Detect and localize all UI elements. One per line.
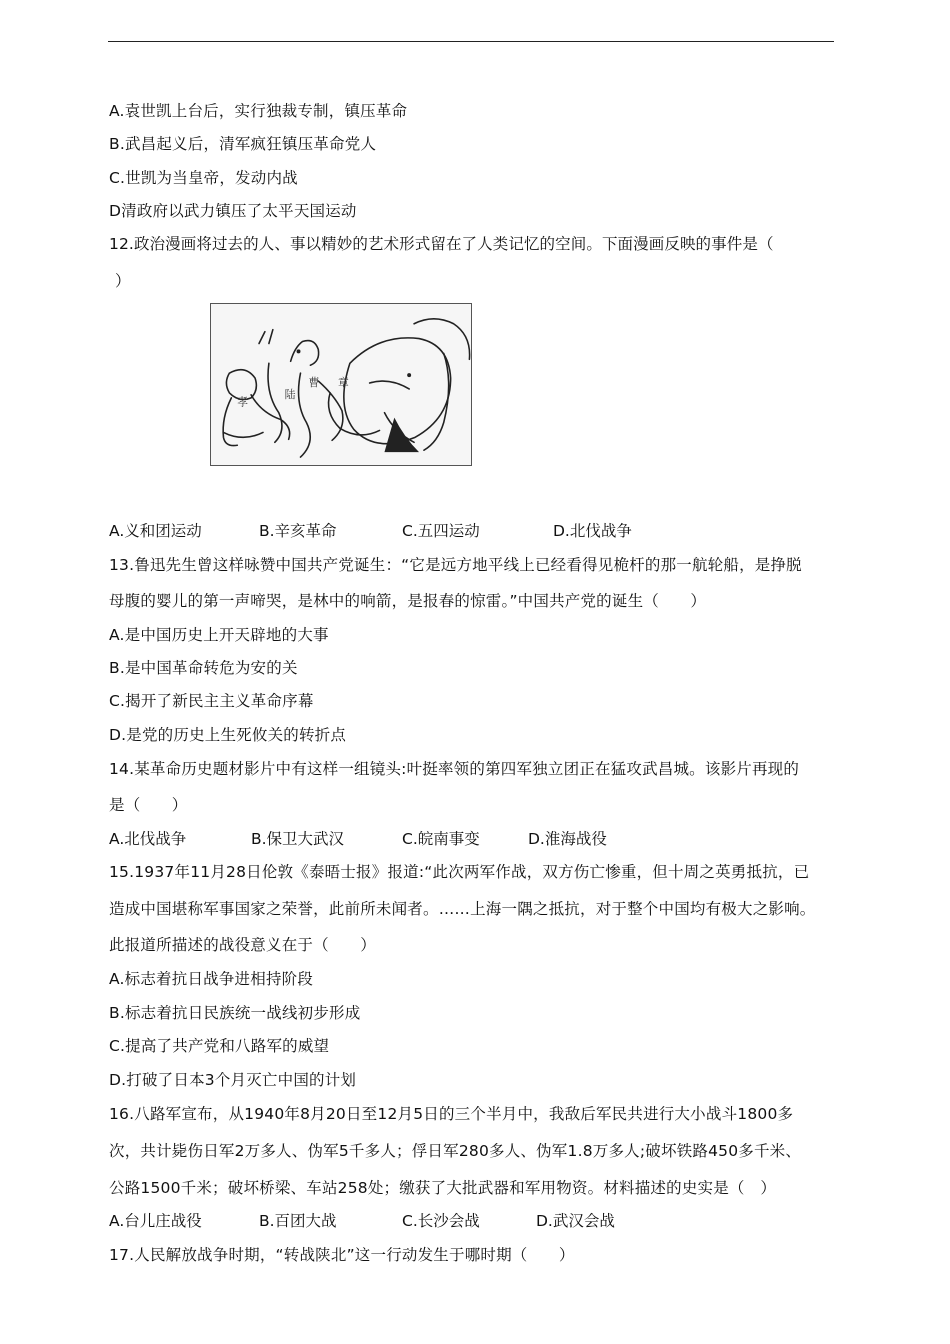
q16-stem-line1: 16.八路军宣布，从1940年8月20日至12月5日的三个半月中，我敌后军民共进行大小战斗1800多 (109, 1105, 794, 1123)
q16-stem-line3: 公路1500千米；破坏桥梁、车站258处；缴获了大批武器和军用物资。材料描述的史实是（ ） (109, 1179, 777, 1197)
q12-option-c[interactable]: C.五四运动 (402, 522, 480, 540)
q15-option-c[interactable]: C.提高了共产党和八路军的威望 (109, 1037, 330, 1055)
cartoon-label-3: 曹 (308, 375, 320, 389)
q15-stem-line3: 此报道所描述的战役意义在于（ ） (109, 936, 376, 954)
header-rule (108, 41, 834, 42)
q11-option-b[interactable]: B.武昌起义后，清军疯狂镇压革命党人 (109, 135, 377, 153)
q11-option-a[interactable]: A.袁世凯上台后，实行独裁专制，镇压革命 (109, 102, 408, 120)
q16-stem-line2: 次，共计毙伤日军2万多人、伪军5千多人；俘日军280多人、伪军1.8万多人;破坏铁路450多千米、 (109, 1142, 802, 1160)
q11-option-d[interactable]: D清政府以武力镇压了太平天国运动 (109, 202, 357, 220)
q12-stem: 12.政治漫画将过去的人、事以精妙的艺术形式留在了人类记忆的空间。下面漫画反映的事件是（ (109, 235, 774, 253)
cartoon-label-1: 孝 (237, 395, 249, 409)
q16-option-c[interactable]: C.长沙会战 (402, 1212, 480, 1230)
q16-option-a[interactable]: A.台儿庄战役 (109, 1212, 202, 1230)
q14-option-d[interactable]: D.淮海战役 (528, 830, 607, 848)
q15-option-b[interactable]: B.标志着抗日民族统一战线初步形成 (109, 1004, 361, 1022)
q14-stem-line2: 是（ ） (109, 796, 188, 814)
q15-option-a[interactable]: A.标志着抗日战争进相持阶段 (109, 970, 314, 988)
q13-stem-line1: 13.鲁迅先生曾这样咏赞中国共产党诞生：“它是远方地平线上已经看得见桅杆的那一航轮船，是挣脱 (109, 556, 802, 574)
q12-option-a[interactable]: A.义和团运动 (109, 522, 202, 540)
q12-option-b[interactable]: B.辛亥革命 (259, 522, 337, 540)
q13-option-d[interactable]: D.是党的历史上生死攸关的转折点 (109, 726, 347, 744)
q14-stem-line1: 14.某革命历史题材影片中有这样一组镜头:叶挺率领的第四军独立团正在猛攻武昌城。该影片再现的 (109, 760, 800, 778)
q16-option-b[interactable]: B.百团大战 (259, 1212, 337, 1230)
q14-option-c[interactable]: C.皖南事变 (402, 830, 480, 848)
q12-stem-close: ） (115, 272, 131, 290)
q13-stem-line2: 母腹的婴儿的第一声啼哭，是林中的响箭，是报春的惊雷。”中国共产党的诞生（ ） (109, 592, 707, 610)
cartoon-drawing (211, 304, 471, 465)
q13-option-a[interactable]: A.是中国历史上开天辟地的大事 (109, 626, 329, 644)
q13-option-c[interactable]: C.揭开了新民主主义革命序幕 (109, 692, 314, 710)
cartoon-label-4: 章 (338, 375, 349, 389)
q11-option-c[interactable]: C.世凯为当皇帝，发动内战 (109, 169, 298, 187)
q12-cartoon-image (210, 303, 472, 466)
q12-option-d[interactable]: D.北伐战争 (553, 522, 632, 540)
q15-option-d[interactable]: D.打破了日本3个月灭亡中国的计划 (109, 1071, 357, 1089)
q16-option-d[interactable]: D.武汉会战 (536, 1212, 615, 1230)
cartoon-label-2: 陆 (284, 387, 296, 401)
q13-option-b[interactable]: B.是中国革命转危为安的关 (109, 659, 298, 677)
q14-option-a[interactable]: A.北伐战争 (109, 830, 187, 848)
q15-stem-line2: 造成中国堪称军事国家之荣誉，此前所未闻者。……上海一隅之抵抗，对于整个中国均有极大之影响。 (109, 900, 816, 918)
q17-stem: 17.人民解放战争时期，“转战陕北”这一行动发生于哪时期（ ） (109, 1246, 575, 1264)
q15-stem-line1: 15.1937年11月28日伦敦《泰晤士报》报道:“此次两军作战，双方伤亡惨重，但十周之英勇抵抗，已 (109, 863, 810, 881)
q14-option-b[interactable]: B.保卫大武汉 (251, 830, 345, 848)
